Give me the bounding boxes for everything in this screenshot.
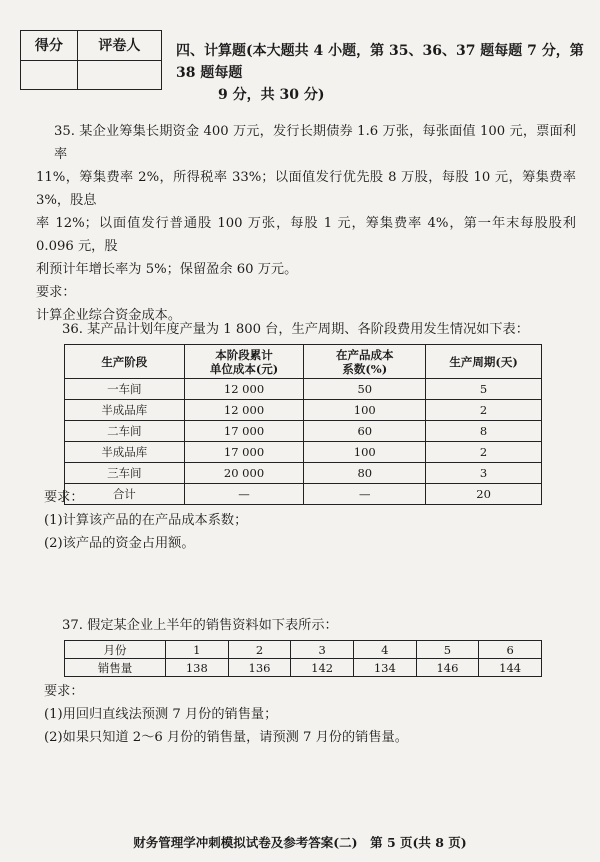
table-cell: 134	[353, 659, 416, 677]
table-cell: 60	[304, 421, 426, 442]
table-cell: 20	[426, 484, 542, 505]
table-cell: —	[184, 484, 304, 505]
table-cell: 一车间	[65, 379, 185, 400]
q36-requirements	[44, 486, 564, 555]
q36-header: 本阶段累计 单位成本(元)	[184, 345, 304, 379]
table-cell: 50	[304, 379, 426, 400]
table-cell: 合计	[65, 484, 185, 505]
table-cell: 8	[426, 421, 542, 442]
table-cell: 100	[304, 400, 426, 421]
table-cell: 2	[426, 400, 542, 421]
q35-line: 率 12%；以面值发行普通股 100 万张，每股 1 元，筹集费率 4%，第一年末每股股利 0.096 元，股	[36, 216, 576, 254]
q36-header: 生产阶段	[65, 345, 185, 379]
q36-req-label: 要求：	[44, 490, 84, 505]
q35-line: 11%，筹集费率 2%，所得税率 33%；以面值发行优先股 8 万股，每股 10 元，筹集费率 3%，股息	[36, 170, 576, 208]
score-cell	[21, 60, 78, 90]
question-35	[36, 120, 576, 327]
q36-header-row	[65, 345, 542, 379]
grader-label: 评卷人	[77, 31, 161, 61]
page-footer: 财务管理学冲刺模拟试卷及参考答案(二) 第 5 页(共 8 页)	[133, 835, 467, 850]
table-cell: 5	[416, 641, 479, 659]
table-cell: 3	[426, 463, 542, 484]
table-cell: 5	[426, 379, 542, 400]
table-row	[65, 421, 542, 442]
table-row	[65, 463, 542, 484]
q36-header: 在产品成本 系数(%)	[304, 345, 426, 379]
table-cell: 1	[166, 641, 229, 659]
table-cell: 3	[291, 641, 354, 659]
q37-table	[64, 640, 542, 677]
score-label: 得分	[21, 31, 78, 61]
table-row	[65, 442, 542, 463]
grader-cell	[77, 60, 161, 90]
table-cell: 100	[304, 442, 426, 463]
table-cell: 80	[304, 463, 426, 484]
table-cell: 142	[291, 659, 354, 677]
table-cell: 20 000	[184, 463, 304, 484]
q36-req: (2)该产品的资金占用额。	[44, 536, 195, 551]
table-cell: 12 000	[184, 379, 304, 400]
table-cell: 17 000	[184, 421, 304, 442]
table-cell: 17 000	[184, 442, 304, 463]
table-cell: 2	[228, 641, 291, 659]
table-cell: 144	[479, 659, 542, 677]
q35-req: 计算企业综合资金成本。	[36, 308, 182, 323]
table-cell: 4	[353, 641, 416, 659]
table-cell: 三车间	[65, 463, 185, 484]
section-title	[176, 40, 586, 106]
q37-req: (1)用回归直线法预测 7 月份的销售量；	[44, 707, 278, 722]
table-cell: 138	[166, 659, 229, 677]
q37-req-label: 要求：	[44, 684, 84, 699]
q37-row-label: 销售量	[65, 659, 166, 677]
table-cell: 半成品库	[65, 442, 185, 463]
table-row	[65, 641, 542, 659]
table-row	[65, 379, 542, 400]
q37-intro: 37. 假定某企业上半年的销售资料如下表所示：	[62, 618, 338, 633]
table-cell: 136	[228, 659, 291, 677]
q35-line: 35. 某企业筹集长期资金 400 万元，发行长期债券 1.6 万张，每张面值 100 元，票面利率	[54, 124, 576, 162]
table-cell: 2	[426, 442, 542, 463]
q35-line: 利预计年增长率为 5%；保留盈余 60 万元。	[36, 262, 298, 277]
q37-requirements	[44, 680, 584, 749]
section-title-line2: 9 分，共 30 分)	[218, 87, 325, 103]
table-row	[65, 659, 542, 677]
score-box	[20, 30, 162, 90]
q36-req: (1)计算该产品的在产品成本系数；	[44, 513, 248, 528]
q35-req-label: 要求：	[36, 285, 76, 300]
table-cell: 半成品库	[65, 400, 185, 421]
table-cell: 6	[479, 641, 542, 659]
q36-table	[64, 344, 542, 505]
table-cell: 146	[416, 659, 479, 677]
table-cell: 12 000	[184, 400, 304, 421]
table-cell: —	[304, 484, 426, 505]
q36-header: 生产周期(天)	[426, 345, 542, 379]
table-row	[65, 400, 542, 421]
q37-req: (2)如果只知道 2～6 月份的销售量，请预测 7 月份的销售量。	[44, 730, 408, 745]
q37-row-label: 月份	[65, 641, 166, 659]
q36-intro: 36. 某产品计划年度产量为 1 800 台，生产周期、各阶段费用发生情况如下表：	[62, 322, 529, 337]
table-cell: 二车间	[65, 421, 185, 442]
section-title-line1: 四、计算题(本大题共 4 小题，第 35、36、37 题每题 7 分，第 38 题每题	[176, 43, 584, 81]
